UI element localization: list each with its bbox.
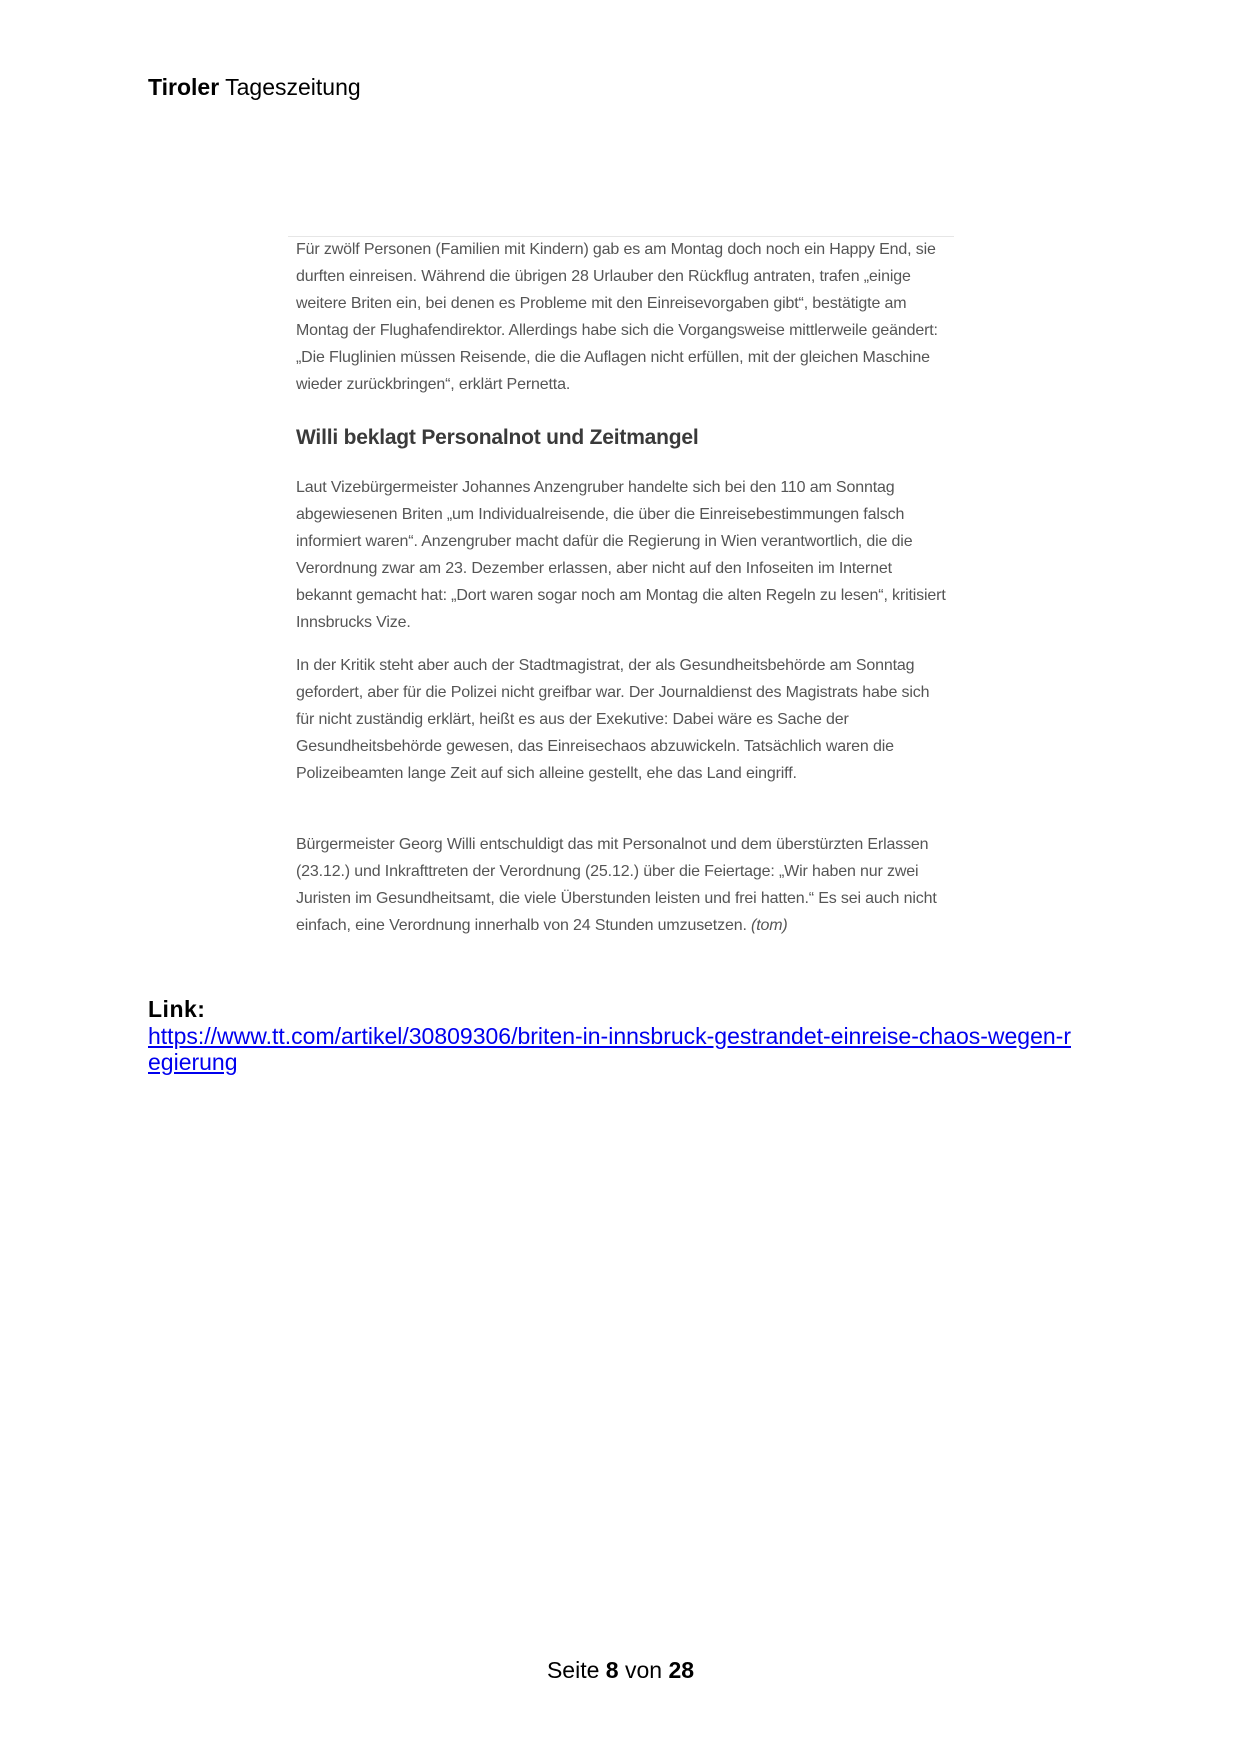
page-prefix: Seite (546, 1657, 600, 1683)
article-subheading: Willi beklagt Personalnot und Zeitmangel (296, 426, 699, 449)
brand-name-bold: Tiroler (148, 74, 220, 100)
total-pages-number: 28 (668, 1657, 695, 1683)
article-paragraph-4 (296, 831, 946, 939)
article-paragraph-4-text: Bürgermeister Georg Willi entschuldigt das mit Personalnot und dem überstürzten Erlassen (23.12.) und Inkrafttreten der Verordnung (25.12.) über die Feiertage: „Wir haben nur zwei Juristen im Gesundheitsamt, die viele Überstunden leisten und frei hatten.“ Es sei auch nicht einfach, eine Verordnung innerhalb von 24 Stunden umzusetzen. (296, 836, 937, 934)
link-label: Link: (148, 996, 206, 1022)
article-clipping (288, 236, 954, 976)
author-tag: (tom) (751, 917, 788, 934)
publication-header (148, 72, 361, 102)
page-footer (0, 1655, 1241, 1685)
article-paragraph-2: Laut Vizebürgermeister Johannes Anzengruber handelte sich bei den 110 am Sonntag abgewiesenen Briten „um Individualreisende, die über die Einreisebestimmungen falsch informiert waren“. Anzengruber macht dafür die Regierung in Wien verantwortlich, die die Verordnung zwar am 23. Dezember erlassen, aber nicht auf den Infoseiten im Internet bekannt gemacht hat: „Dort waren sogar noch am Montag die alten Regeln zu lesen“, kritisiert Innsbrucks Vize. (296, 479, 946, 631)
article-paragraph-3: In der Kritik steht aber auch der Stadtmagistrat, der als Gesundheitsbehörde am Sonntag gefordert, aber für die Polizei nicht greifbar war. Der Journaldienst des Magistrats habe sich für nicht zuständig erklärt, heißt es aus der Exekutive: Dabei wäre es Sache der Gesundheitsbehörde gewesen, das Einreisechaos abzuwickeln. Tatsächlich waren die Polizeibeamten lange Zeit auf sich alleine gestellt, ehe das Land eingriff. (296, 657, 930, 782)
page-separator: von (624, 1657, 663, 1683)
current-page-number: 8 (605, 1657, 619, 1683)
brand-name-regular: Tageszeitung (225, 74, 361, 100)
article-paragraph-1: Für zwölf Personen (Familien mit Kindern) gab es am Montag doch noch ein Happy End, sie durften einreisen. Während die übrigen 28 Urlauber den Rückflug antraten, trafen „einige weitere Briten ein, bei denen es Probleme mit den Einreisevorgaben gibt“, bestätigte am Montag der Flughafendirektor. Allerdings habe sich die Vorgangsweise mittlerweile geändert: „Die Fluglinien müssen Reisende, die die Auflagen nicht erfüllen, mit der gleichen Maschine wieder zurückbringen“, erklärt Pernetta. (296, 241, 938, 393)
source-link[interactable]: https://www.tt.com/artikel/30809306/briten-in-innsbruck-gestrandet-einreise-chaos-wegen-regierung (148, 1023, 1071, 1075)
